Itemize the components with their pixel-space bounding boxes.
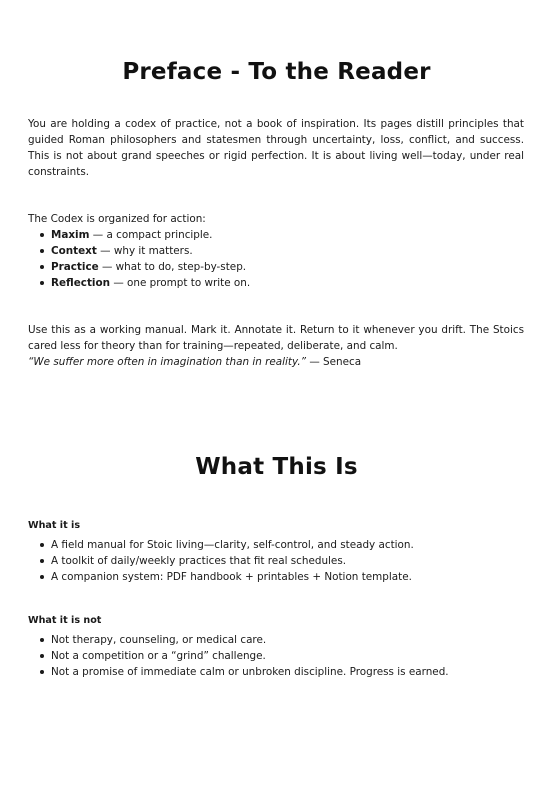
item-term: Reflection <box>51 277 111 289</box>
organized-lead: The Codex is organized for action: <box>28 213 206 225</box>
quote-author: — Seneca <box>306 356 362 368</box>
what-it-is-list <box>38 537 414 585</box>
item-term: Context <box>51 245 97 257</box>
list-item: A toolkit of daily/weekly practices that fit real schedules. <box>38 553 414 569</box>
preface-intro-paragraph: You are holding a codex of practice, not a book of inspiration. Its pages distill principles that guided Roman philosophers and statesmen through uncertainty, loss, conflict, and success. This is not about grand speeches or rigid perfection. It is about living well—today, under real constraints. <box>28 118 524 179</box>
list-item: Not a promise of immediate calm or unbroken discipline. Progress is earned. <box>38 664 449 680</box>
list-item <box>38 227 250 243</box>
item-term: Practice <box>51 261 99 273</box>
list-item <box>38 275 250 291</box>
seneca-quote <box>28 354 524 370</box>
list-item <box>38 243 250 259</box>
what-it-is-not-list <box>38 632 449 680</box>
item-term: Maxim <box>51 229 90 241</box>
what-it-is-heading: What it is <box>28 520 81 531</box>
list-item: Not therapy, counseling, or medical care. <box>38 632 449 648</box>
what-it-is-not-heading: What it is not <box>28 615 102 626</box>
item-desc: — one prompt to write on. <box>110 277 251 289</box>
codex-structure-list <box>38 227 250 291</box>
what-this-is-title: What This Is <box>195 454 358 480</box>
list-item: Not a competition or a “grind” challenge. <box>38 648 449 664</box>
list-item: A companion system: PDF handbook + printables + Notion template. <box>38 569 414 585</box>
list-item <box>38 259 250 275</box>
item-desc: — a compact principle. <box>89 229 213 241</box>
list-item: A field manual for Stoic living—clarity, self-control, and steady action. <box>38 537 414 553</box>
item-desc: — why it matters. <box>96 245 193 257</box>
usage-paragraph: Use this as a working manual. Mark it. Annotate it. Return to it whenever you drift. The Stoics cared less for theory than for training—repeated, deliberate, and calm. <box>28 324 524 353</box>
quote-text: “We suffer more often in imagination than in reality.” <box>28 356 307 368</box>
item-desc: — what to do, step-by-step. <box>98 261 247 273</box>
preface-title: Preface - To the Reader <box>122 59 431 85</box>
